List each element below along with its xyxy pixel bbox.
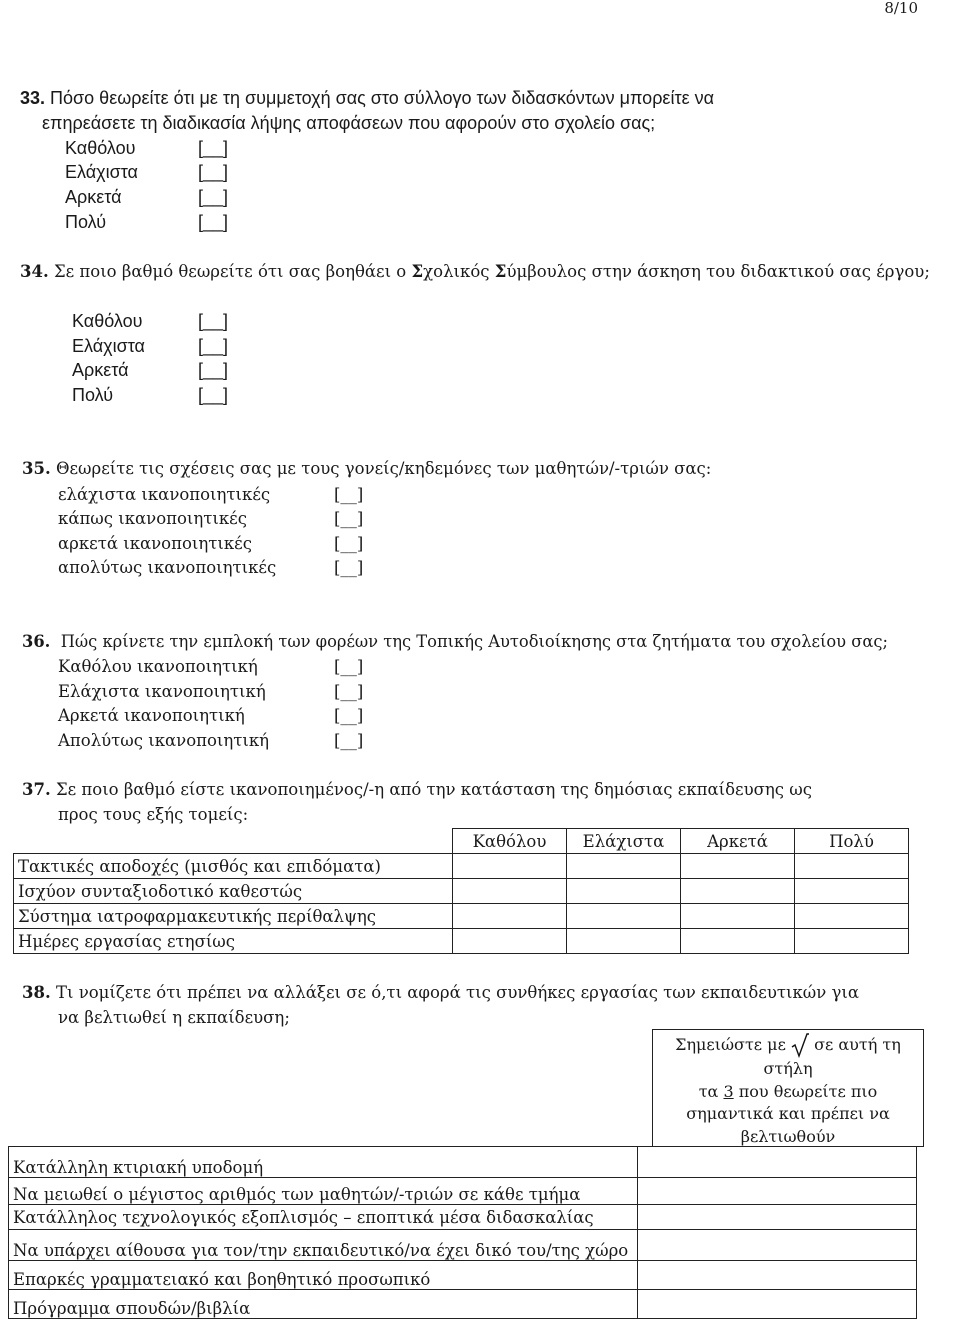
answer-cell[interactable]: [638, 1290, 917, 1319]
table-corner: [14, 829, 453, 854]
table-row: [9, 1230, 917, 1261]
answer-cell[interactable]: [795, 904, 909, 929]
checkbox[interactable]: [__]: [198, 336, 229, 356]
row-label: Σύστημα ιατροφαρμακευτικής περίθαλψης: [14, 904, 453, 929]
question-34: [20, 262, 930, 281]
bold-letter: Σ: [494, 262, 507, 281]
question-text-c: ύμβουλος στην άσκηση του διδακτικού σας έργου;: [506, 262, 930, 281]
note-text: σημαντικά και πρέπει να: [686, 1104, 890, 1123]
column-header: Αρκετά: [681, 829, 795, 854]
page-number: 8/10: [884, 0, 918, 17]
answer-cell[interactable]: [795, 879, 909, 904]
question-text: Τι νομίζετε ότι πρέπει να αλλάξει σε ό,τι αφορά τις συνθήκες εργασίας των εκπαιδευτικών για: [55, 983, 859, 1002]
answer-cell[interactable]: [681, 929, 795, 954]
question-number: 33.: [20, 88, 46, 108]
answer-cell[interactable]: [453, 929, 567, 954]
option-label: Πολύ: [65, 212, 107, 232]
option-label: αρκετά ικανοποιητικές: [58, 534, 252, 553]
column-header: Καθόλου: [453, 829, 567, 854]
option-label: Ελάχιστα: [72, 336, 145, 356]
answer-cell[interactable]: [681, 879, 795, 904]
option-label: Αρκετά: [72, 360, 129, 380]
checkbox[interactable]: [__]: [198, 162, 229, 182]
answer-cell[interactable]: [567, 854, 681, 879]
answer-cell[interactable]: [567, 879, 681, 904]
table-row: [9, 1178, 917, 1205]
option-label: Αρκετά ικανοποιητική: [58, 706, 245, 725]
table-row: [14, 904, 909, 929]
note-text: τα: [698, 1081, 724, 1101]
q37-table: [13, 828, 909, 954]
row-label: Πρόγραμμα σπουδών/βιβλία: [9, 1290, 638, 1319]
question-33: [20, 88, 714, 109]
note-text: Σημειώστε με: [675, 1035, 786, 1054]
row-label: Τακτικές αποδοχές (μισθός και επιδόματα): [14, 854, 453, 879]
table-row: [14, 879, 909, 904]
question-text: Σε ποιο βαθμό είστε ικανοποιημένος/-η από την κατάσταση της δημόσιας εκπαίδευσης ως: [55, 780, 812, 799]
question-text: Πώς κρίνετε την εμπλοκή των φορέων της Τοπικής Αυτοδιοίκησης στα ζητήματα του σχολείου σας;: [60, 632, 888, 651]
answer-cell[interactable]: [681, 854, 795, 879]
question-37: [22, 780, 812, 799]
answer-cell[interactable]: [453, 879, 567, 904]
option-label: Αρκετά: [65, 187, 122, 207]
checkbox[interactable]: [__]: [334, 485, 364, 504]
checkbox[interactable]: [__]: [198, 212, 229, 232]
option-label: απολύτως ικανοποιητικές: [58, 558, 277, 577]
checkbox[interactable]: [__]: [198, 138, 229, 158]
option-label: κάπως ικανοποιητικές: [58, 509, 247, 528]
answer-cell[interactable]: [638, 1230, 917, 1261]
q38-table: [8, 1146, 917, 1319]
bold-letter: Σ: [411, 262, 424, 281]
question-35: [22, 459, 711, 478]
table-row: [14, 854, 909, 879]
answer-cell[interactable]: [453, 904, 567, 929]
checkbox[interactable]: [__]: [334, 657, 364, 676]
table-row: [9, 1205, 917, 1230]
answer-cell[interactable]: [638, 1205, 917, 1230]
row-label: Ισχύον συνταξιοδοτικό καθεστώς: [14, 879, 453, 904]
checkbox[interactable]: [__]: [334, 706, 364, 725]
answer-cell[interactable]: [638, 1178, 917, 1205]
row-label: Να υπάρχει αίθουσα για τον/την εκπαιδευτικό/να έχει δικό του/της χώρο: [9, 1230, 638, 1261]
option-label: Ελάχιστα: [65, 162, 138, 182]
question-38: [22, 983, 859, 1002]
table-row: [14, 929, 909, 954]
table-row: [9, 1261, 917, 1290]
checkbox[interactable]: [__]: [334, 534, 364, 553]
row-label: Ημέρες εργασίας ετησίως: [14, 929, 453, 954]
question-number: 34.: [20, 262, 49, 281]
row-label: Κατάλληλη κτιριακή υποδομή: [9, 1147, 638, 1178]
instruction-box: [652, 1029, 924, 1147]
answer-cell[interactable]: [638, 1147, 917, 1178]
question-38-line2: να βελτιωθεί η εκπαίδευση;: [58, 1008, 290, 1027]
note-text: στήλη: [763, 1059, 813, 1078]
note-text: βελτιωθούν: [740, 1126, 836, 1146]
checkmark-root-icon: [791, 1032, 809, 1058]
row-label: Να μειωθεί ο μέγιστος αριθμός των μαθητών/-τριών σε κάθε τμήμα: [9, 1178, 638, 1205]
column-header: Ελάχιστα: [567, 829, 681, 854]
table-header-row: [14, 829, 909, 854]
option-label: Καθόλου ικανοποιητική: [58, 657, 258, 676]
question-33-line2: επηρεάσετε τη διαδικασία λήψης αποφάσεων που αφορούν στο σχολείο σας;: [42, 113, 656, 133]
question-number: 36.: [22, 632, 51, 651]
checkbox[interactable]: [__]: [198, 311, 229, 331]
checkbox[interactable]: [__]: [198, 187, 229, 207]
note-text: σε αυτή τη: [814, 1035, 901, 1054]
option-label: Καθόλου: [72, 311, 143, 331]
checkbox[interactable]: [__]: [334, 682, 364, 701]
question-number: 37.: [22, 780, 51, 799]
question-37-line2: προς τους εξής τομείς:: [58, 805, 249, 824]
checkbox[interactable]: [__]: [334, 558, 364, 577]
question-36: [22, 632, 888, 651]
row-label: Κατάλληλος τεχνολογικός εξοπλισμός – εποπτικά μέσα διδασκαλίας: [9, 1205, 638, 1230]
note-text: που θεωρείτε πιο: [733, 1081, 878, 1101]
checkbox[interactable]: [__]: [198, 385, 229, 405]
question-text-b: χολικός: [423, 262, 495, 281]
question-text: Πόσο θεωρείτε ότι με τη συμμετοχή σας στο σύλλογο των διδασκόντων μπορείτε να: [50, 88, 714, 108]
option-label: ελάχιστα ικανοποιητικές: [58, 485, 271, 504]
answer-cell[interactable]: [795, 929, 909, 954]
answer-cell[interactable]: [795, 854, 909, 879]
column-header: Πολύ: [795, 829, 909, 854]
checkbox[interactable]: [__]: [198, 360, 229, 380]
question-text-a: Σε ποιο βαθμό θεωρείτε ότι σας βοηθάει ο: [53, 262, 412, 281]
question-text: Θεωρείτε τις σχέσεις σας με τους γονείς/κηδεμόνες των μαθητών/-τριών σας:: [55, 459, 712, 478]
table-row: [9, 1147, 917, 1178]
answer-cell[interactable]: [681, 904, 795, 929]
question-number: 35.: [22, 459, 51, 478]
answer-cell[interactable]: [638, 1261, 917, 1290]
row-label: Επαρκές γραμματειακό και βοηθητικό προσωπικό: [9, 1261, 638, 1290]
option-label: Απολύτως ικανοποιητική: [58, 731, 270, 750]
question-number: 38.: [22, 983, 51, 1002]
option-label: Καθόλου: [65, 138, 136, 158]
answer-cell[interactable]: [567, 929, 681, 954]
answer-cell[interactable]: [567, 904, 681, 929]
checkbox[interactable]: [__]: [334, 731, 364, 750]
option-label: Πολύ: [72, 385, 114, 405]
checkbox[interactable]: [__]: [334, 509, 364, 528]
answer-cell[interactable]: [453, 854, 567, 879]
table-row: [9, 1290, 917, 1319]
note-number: 3: [723, 1081, 734, 1101]
option-label: Ελάχιστα ικανοποιητική: [58, 682, 266, 701]
